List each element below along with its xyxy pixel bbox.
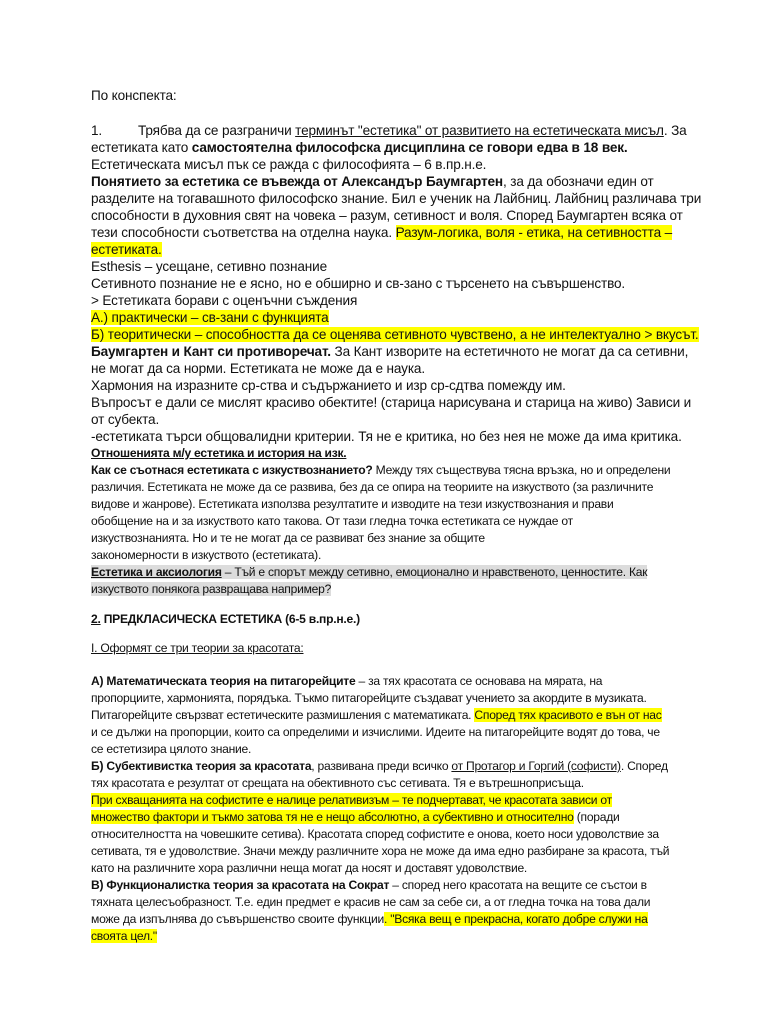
p1-line-f: [91, 207, 683, 224]
text: Трябва да се разграничи: [138, 123, 296, 138]
text: способности в духовния свят на човека – разум, сетивност и воля. Според Баумгартен всяка от: [91, 208, 683, 223]
theory-title: В) Функционалистка теория за красотата на Сократ: [91, 878, 390, 892]
text: различия. Естетиката не може да се развива, без да се опира на теориите на изкуството (за различните: [91, 480, 654, 494]
p1-line-k: [91, 292, 357, 309]
p2-line-f: [91, 530, 485, 546]
theory-a-line-5: [91, 741, 251, 757]
item-number: 1.: [91, 123, 103, 138]
p1-line-j: [91, 275, 625, 292]
text: Esthesis – усещане, сетивно познание: [91, 259, 327, 274]
text: Хармония на изразните ср-ства и съдържанието и изр ср-сдтва помежду им.: [91, 378, 566, 393]
text: естетиката като: [91, 140, 192, 155]
p1-line-m: [91, 326, 699, 343]
heading-text: По конспекта:: [91, 88, 177, 103]
section-number: 2.: [91, 612, 101, 626]
p1-line-g: [91, 224, 672, 241]
bold-text: Как се съотнася естетиката с изкуствознанието?: [91, 463, 373, 477]
theory-c-line-1: [91, 877, 647, 893]
p2-line-a: [91, 445, 346, 461]
text: тяхната целесъобразност. Т.е. един предмет е красив не сам за себе си, а от гледна точка на това дали: [91, 895, 651, 909]
text: , развивана преди всичко: [311, 759, 452, 773]
text: разделите на тогавашното философско знание. Бил е ученик на Лайбниц. Лайбниц различава три: [91, 191, 702, 206]
text: Сетивното познание не е ясно, но е обширно и св-зано с търсенето на съвършенство.: [91, 276, 626, 291]
p1-line-e: [91, 190, 701, 207]
theory-c-line-4: [91, 928, 157, 944]
theory-a-line-3: [91, 707, 662, 723]
text: -естетиката търси общовалидни критерии. Тя не е критика, но без нея не може да има критика.: [91, 429, 682, 444]
p1-line-r: [91, 411, 159, 428]
text: – Тъй е спорът между сетивно, емоционално и нравственото, ценностите. Как: [221, 565, 648, 579]
section-subtitle: Отношенията м/у естетика и история на изк.: [91, 446, 347, 460]
bold-text: самостоятелна философска дисциплина се говори едва в 18 век.: [191, 140, 628, 155]
theory-a-line-4: [91, 724, 660, 740]
highlighted-text: При схващанията на софистите е налице релативизъм – те подчертават, че красотата зависи от: [91, 793, 612, 807]
highlighted-text: Според тях красивото е вън от нас: [474, 708, 662, 722]
p2-line-g: [91, 547, 321, 563]
p2-line-c: [91, 479, 653, 495]
highlighted-text: естетиката.: [91, 242, 162, 257]
text: не могат да са норми. Естетиката не може да е наука.: [91, 361, 425, 376]
text: сетивата, тя е удоволствие. Значи между различните хора не може да има едно разбиране за красота, тъй: [91, 844, 670, 858]
text: се естетизира цялото знание.: [91, 742, 252, 756]
shaded-text: изкуството понякога развращава например?: [91, 582, 332, 596]
p2-line-b: [91, 462, 670, 478]
theory-b-line-7: [91, 860, 527, 876]
text: . Според: [620, 759, 668, 773]
p1-line-o: [91, 360, 425, 377]
p1-line-a: [91, 122, 687, 139]
text: Естетическата мисъл пък се ражда с философията – 6 в.пр.н.е.: [91, 157, 487, 172]
section-2-title: [91, 611, 360, 627]
text: тях красотата е резултат от срещата на обективното със сетивата. Тя е вътрешноприсъща.: [91, 776, 584, 790]
text: (поради: [573, 810, 620, 824]
p1-line-q: [91, 394, 691, 411]
text: като на различните хора различни неща могат да носят и доставят удоволствие.: [91, 861, 528, 875]
p1-line-c: [91, 156, 486, 173]
text: относителността на човешките сетива). Красотата според софистите е онова, което носи удоволствие за: [91, 827, 659, 841]
p1-line-i: [91, 258, 327, 275]
section-2-subtitle: [91, 640, 304, 656]
text: За Кант изворите на естетичното не могат да са сетивни,: [330, 344, 689, 359]
bold-text: Понятието за естетика се въвежда от Александър Баумгартен: [91, 174, 503, 189]
text: обобщение на и за изкуството като такова. От тази гледна точка естетиката се нуждае от: [91, 514, 573, 528]
theory-a-line-1: [91, 673, 602, 689]
text: тези способности съответства на отделна наука.: [91, 225, 396, 240]
text: видове и жанрове). Естетиката използва резултатите и изводите на тези изкуствознания и прави: [91, 497, 614, 511]
p1-line-n: [91, 343, 688, 360]
text: . За: [663, 123, 687, 138]
highlighted-text: А.) практически – св-зани с функцията: [91, 310, 329, 325]
underlined-text: от Протагор и Горгий (софисти): [451, 759, 621, 773]
highlighted-quote: . "Всяка вещ е прекрасна, когато добре служи на: [384, 912, 648, 926]
theory-b-line-5: [91, 826, 659, 842]
p2-line-h: [91, 564, 647, 580]
text: – според него красотата на вещите се състои в: [389, 878, 647, 892]
p1-line-l: [91, 309, 329, 326]
text: може да изпълнява до съвършенство своите функции: [91, 912, 384, 926]
p2-line-i: [91, 581, 331, 597]
p1-line-b: [91, 139, 628, 156]
theory-b-line-4: [91, 809, 620, 825]
p1-line-h: [91, 241, 162, 258]
doc-heading: [91, 87, 177, 104]
text: – за тях красотата се основава на мярата, на: [355, 674, 603, 688]
p2-line-e: [91, 513, 573, 529]
underlined-text: I. Оформят се три теории за красотата:: [91, 641, 304, 655]
theory-a-line-2: [91, 690, 647, 706]
highlighted-text: множество фактори и тъкмо затова тя не е нещо абсолютно, а субективно и относително: [91, 810, 574, 824]
section-title-text: ПРЕДКЛАСИЧЕСКА ЕСТЕТИКА (6-5 в.пр.н.е.): [100, 612, 360, 626]
p1-line-p: [91, 377, 566, 394]
text: Въпросът е дали се мислят красиво обектите! (старица нарисувана и старица на живо) Зависи и: [91, 395, 692, 410]
theory-title: А) Математическата теория на питагорейците: [91, 674, 356, 688]
text: пропорциите, хармонията, порядъка. Тъкмо питагорейците създават учението за акордите в музиката.: [91, 691, 647, 705]
p1-line-s: [91, 428, 682, 445]
section-subtitle: Естетика и аксиология: [91, 565, 222, 579]
text: изкуствознанията. Но и те не могат да се развиват без знание за общите: [91, 531, 485, 545]
theory-c-line-2: [91, 894, 650, 910]
theory-b-line-1: [91, 758, 668, 774]
theory-b-line-6: [91, 843, 669, 859]
text: > Естетиката борави с оценъчни съждения: [91, 293, 358, 308]
theory-c-line-3: [91, 911, 648, 927]
theory-b-line-2: [91, 775, 584, 791]
text: Между тях съществува тясна връзка, но и определени: [372, 463, 671, 477]
p2-line-d: [91, 496, 613, 512]
p1-line-d: [91, 173, 654, 190]
underlined-text: терминът "естетика" от развитието на естетическата мисъл: [295, 123, 664, 138]
text: закономерности в изкуството (естетиката).: [91, 548, 322, 562]
theory-title: Б) Субективистка теория за красотата: [91, 759, 312, 773]
text: , за да обозначи един от: [503, 174, 654, 189]
highlighted-text: Б) теоритически – способността да се оценява сетивното чувствено, а не интелектуално > вкусът.: [91, 327, 699, 342]
highlighted-text: Разум-логика, воля - етика, на сетивността –: [395, 225, 673, 240]
highlighted-quote: своята цел.": [91, 929, 157, 943]
text: от субекта.: [91, 412, 160, 427]
text: Питагорейците свързват естетическите размишления с математиката.: [91, 708, 475, 722]
text: и се дължи на пропорции, които са определими и изчислими. Идеите на питагорейците водят до това, че: [91, 725, 660, 739]
bold-text: Баумгартен и Кант си противоречат.: [91, 344, 331, 359]
theory-b-line-3: [91, 792, 612, 808]
